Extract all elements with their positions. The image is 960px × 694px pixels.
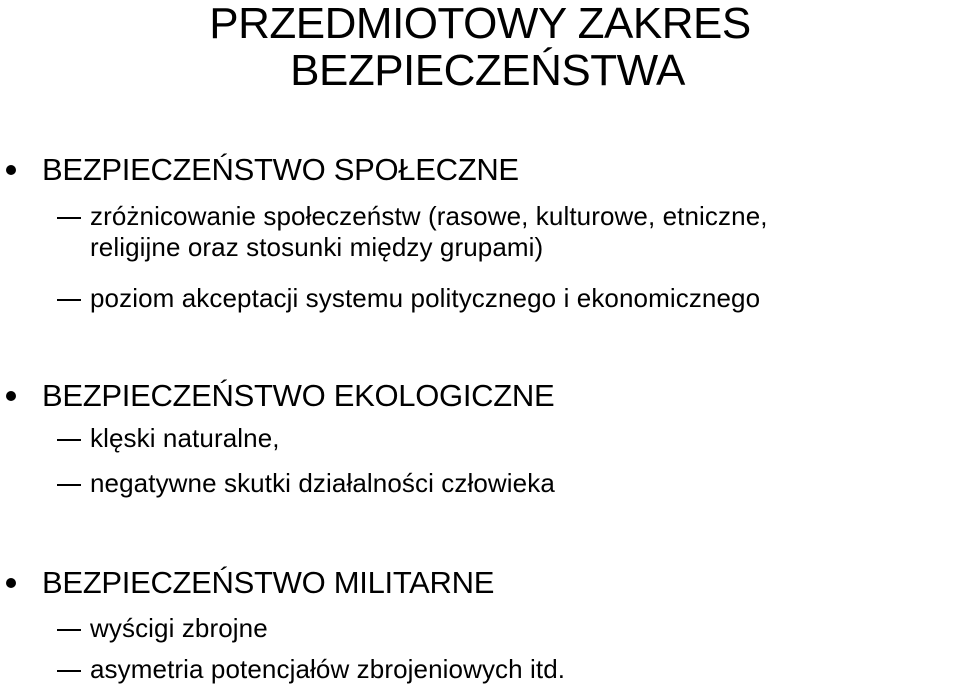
- section-heading: BEZPIECZEŃSTWO MILITARNE: [42, 565, 495, 600]
- slide-title-line-1: PRZEDMIOTOWY ZAKRES: [209, 0, 751, 48]
- list-item: [0, 613, 960, 644]
- list-item: [0, 468, 960, 499]
- list-item: [0, 654, 960, 685]
- list-item-text: asymetria potencjałów zbrojeniowych itd.: [90, 654, 566, 684]
- section-heading-row: [0, 378, 960, 414]
- list-item-text: klęski naturalne,: [90, 423, 280, 453]
- list-item-text: wyścigi zbrojne: [90, 613, 268, 643]
- dash-bullet-icon: [57, 484, 81, 486]
- list-item-text: zróżnicowanie społeczeństw (rasowe, kulturowe, etniczne, religijne oraz stosunki między grupami): [90, 201, 768, 262]
- section-ecological-security: [0, 378, 960, 499]
- section-heading-row: [0, 565, 960, 601]
- bullet-dot-icon: [6, 578, 16, 588]
- slide-title: [0, 0, 960, 94]
- dash-bullet-icon: [57, 670, 81, 672]
- section-military-security: [0, 565, 960, 685]
- dash-bullet-icon: [57, 629, 81, 631]
- dash-bullet-icon: [57, 217, 81, 219]
- list-item: [0, 423, 960, 454]
- list-item: [0, 283, 960, 314]
- section-heading: BEZPIECZEŃSTWO EKOLOGICZNE: [42, 378, 555, 413]
- section-heading-row: [0, 152, 960, 188]
- list-item-text: poziom akceptacji systemu politycznego i ekonomicznego: [90, 283, 761, 313]
- slide-title-line-2: BEZPIECZEŃSTWA: [290, 46, 685, 95]
- bullet-dot-icon: [6, 391, 16, 401]
- dash-bullet-icon: [57, 299, 81, 301]
- section-social-security: [0, 152, 960, 314]
- section-heading: BEZPIECZEŃSTWO SPOŁECZNE: [42, 152, 519, 187]
- list-item-text: negatywne skutki działalności człowieka: [90, 468, 555, 498]
- list-item: [0, 201, 960, 263]
- dash-bullet-icon: [57, 439, 81, 441]
- bullet-dot-icon: [6, 165, 16, 175]
